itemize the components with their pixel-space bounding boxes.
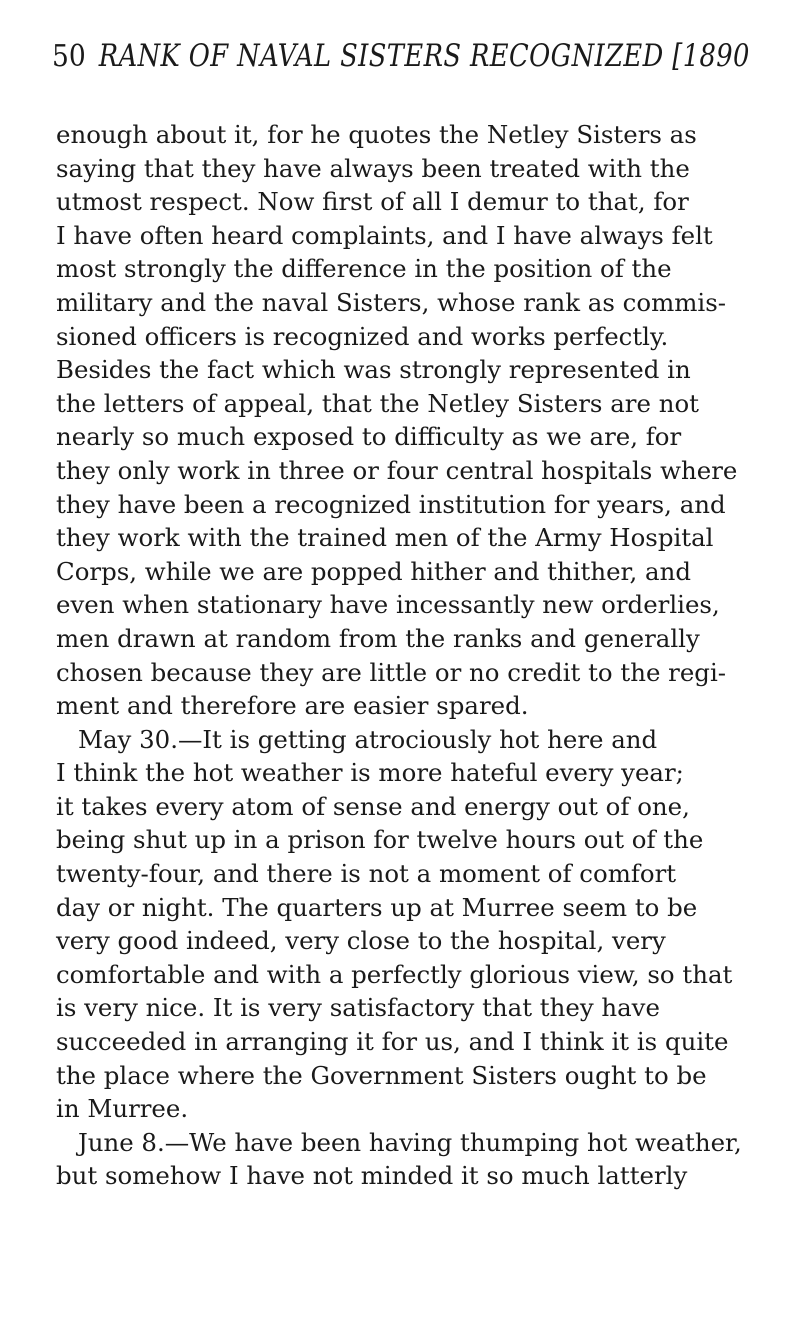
text-line: in Murree. [56, 1094, 189, 1124]
text-line: but somehow I have not minded it so much latterly [56, 1161, 688, 1191]
text-line: June 8.—We have been having thumping hot weather, [77, 1127, 742, 1157]
text-line: they only work in three or four central hospitals where [56, 455, 738, 485]
text-line: Corps, while we are popped hither and thither, and [56, 556, 692, 586]
text-line: enough about it, for he quotes the Netley Sisters as [56, 120, 697, 149]
text-line: being shut up in a prison for twelve hours out of the [56, 825, 704, 855]
text-line: comfortable and with a perfectly glorious view, so that [56, 959, 733, 989]
text-line: succeeded in arranging it for us, and I think it is quite [56, 1027, 729, 1057]
body-text [56, 118, 796, 1193]
running-head: RANK OF NAVAL SISTERS RECOGNIZED [1890 [99, 38, 751, 74]
text-line: even when stationary have incessantly new orderlies, [56, 590, 720, 620]
text-line: nearly so much exposed to difficulty as we are, for [56, 422, 682, 452]
text-line: ment and therefore are easier spared. [56, 691, 529, 721]
text-line: most strongly the difference in the position of the [56, 254, 672, 284]
text-line: saying that they have always been treated with the [56, 153, 690, 183]
text-line: twenty-four, and there is not a moment of comfort [56, 859, 677, 889]
text-line: very good indeed, very close to the hospital, very [56, 926, 666, 956]
text-line: men drawn at random from the ranks and generally [56, 623, 700, 653]
text-line: it takes every atom of sense and energy out of one, [56, 791, 690, 821]
text-line: the letters of appeal, that the Netley Sisters are not [56, 388, 699, 418]
text-line: day or night. The quarters up at Murree seem to be [56, 892, 698, 922]
page-number: 50 [52, 39, 86, 74]
text-line: utmost respect. Now first of all I demur to that, for [56, 187, 689, 217]
text-line: they have been a recognized institution for years, and [56, 489, 726, 519]
text-line: chosen because they are little or no credit to the regi- [56, 657, 727, 687]
text-line: I have often heard complaints, and I have always felt [56, 220, 713, 250]
text-line: they work with the trained men of the Army Hospital [56, 523, 714, 553]
text-line: Besides the fact which was strongly represented in [56, 355, 691, 385]
text-line: I think the hot weather is more hateful every year; [56, 758, 684, 788]
text-line: May 30.—It is getting atrociously hot here and [77, 724, 658, 754]
text-line: is very nice. It is very satisfactory that they have [56, 993, 660, 1023]
text-line: military and the naval Sisters, whose rank as commis- [56, 287, 727, 317]
text-line: the place where the Government Sisters ought to be [56, 1060, 707, 1090]
page-header [52, 38, 751, 98]
text-line: sioned officers is recognized and works perfectly. [56, 321, 669, 351]
